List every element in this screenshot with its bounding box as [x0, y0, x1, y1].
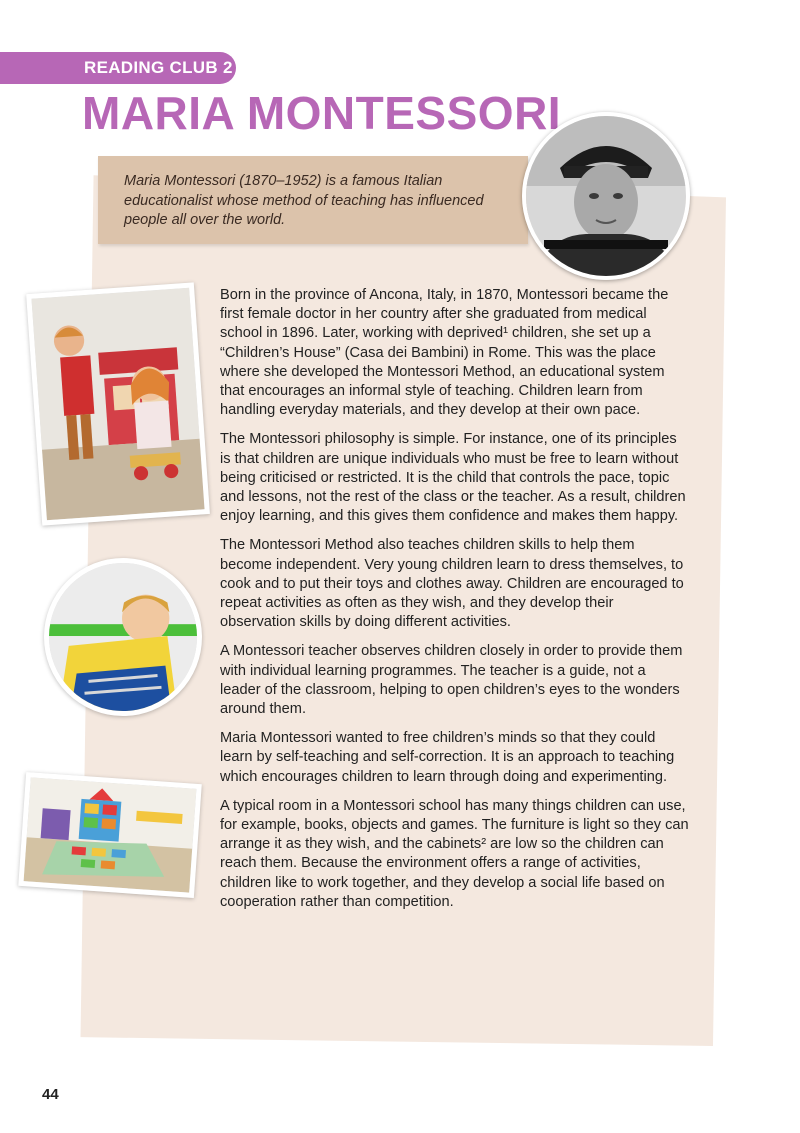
intro-text: Maria Montessori (1870–1952) is a famous Italian educationalist whose method of teaching has influenced people all over the world.: [124, 173, 484, 228]
classroom-photo: [18, 772, 202, 898]
paragraph: Born in the province of Ancona, Italy, in 1870, Montessori became the first female doctor in her country after she graduated from medical school in 1896. Later, working with deprived¹ children, she set up a “Children’s House” (Casa dei Bambini) in Rome. This was the place where she developed the Montessori Method, an educational system that encourages an informal style of teaching. Children learn from handling everyday materials, and they develop at their own pace.: [220, 287, 669, 419]
page-title: MARIA MONTESSORI: [82, 87, 562, 139]
paragraph: The Montessori philosophy is simple. For instance, one of its principles is that children are unique individuals who must be free to learn without being criticised or restricted. It is the child that controls the pace, topic and lessons, not the rest of the class or the teacher. As a result, children enjoy learning, and this gives them confidence and makes them happy.: [220, 431, 686, 525]
article-body: [220, 286, 690, 922]
paragraph: The Montessori Method also teaches children skills to help them become independent. Very young children learn to dress themselves, to cook and to put their toys and clothes away. Children are encouraged to repeat activities as often as they wish, and they develop their observation skills by doing different activities.: [220, 537, 684, 631]
portrait-photo: [522, 112, 690, 280]
intro-box: [98, 156, 528, 244]
paragraph: A typical room in a Montessori school has many things children can use, for example, books, objects and games. The furniture is light so they can arrange it as they wish, and the cabinets² are low so the children can reach them. Because the environment offers a range of activities, children like to work together, and they develop a social life based on cooperation rather than competition.: [220, 797, 689, 910]
paragraph: A Montessori teacher observes children closely in order to provide them with individual learning programmes. The teacher is a guide, not a leader of the classroom, helping to open children’s eyes to the wonders around them.: [220, 643, 683, 718]
child-dressing-photo: [44, 558, 202, 716]
section-label: READING CLUB 2: [0, 52, 236, 84]
paragraph: Maria Montessori wanted to free children’s minds so that they could learn by self-teaching and self-correction. It is an approach to teaching which encourages children to learn through doing and experimenting.: [220, 730, 675, 785]
page-number: 44: [42, 1086, 59, 1103]
children-kitchen-photo: [26, 282, 210, 525]
